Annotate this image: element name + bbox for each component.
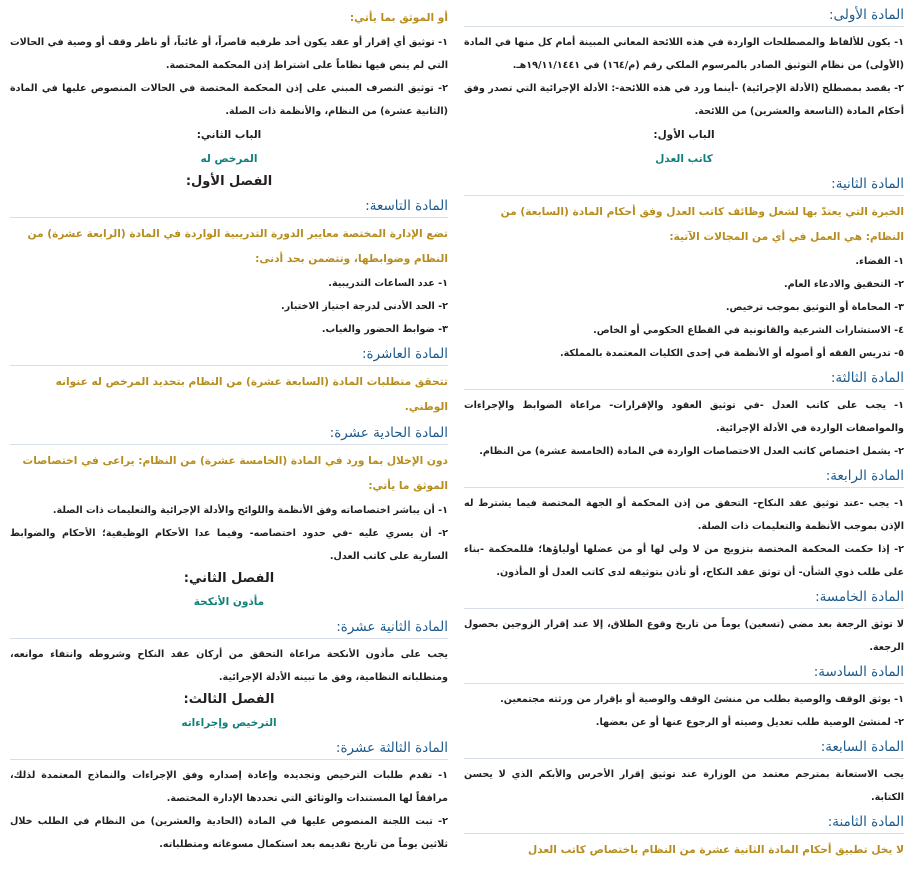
section-1-heading: الفصل الأول: [185,174,273,189]
list-item: ١- يجب -عند توثيق عقد النكاح- التحقق من إذن المحكمة أو الجهة المختصة فيما يشترط له الإذن بموجب الأنظمة والتعليمات ذات الصلة. [464,498,904,532]
list-item: ٢- يشمل اختصاص كاتب العدل الاختصاصات الواردة في المادة (الخامسة عشرة) من النظام. [479,446,904,457]
list-item: ١- يجب على كاتب العدل -في توثيق العقود والإقرارات- مراعاة الضوابط والإجراءات والمواصفات الواردة في الأدلة الإجرائية. [464,400,904,434]
article-7-title: المادة السابعة: [464,738,904,759]
article-2-list [464,250,904,365]
article-6-title: المادة السادسة: [464,663,904,684]
list-item: ٤- الاستشارات الشرعية والقانونية في القطاع الحكومي أو الخاص. [593,325,904,336]
article-12-para: يجب على مأذون الأنكحة مراعاة التحقق من أركان عقد النكاح وشروطه وانتفاء موانعه، ومتطلباته النظامية، وفق ما تبينه الأدلة الإجرائية. [10,649,448,683]
chapter-1-name: كاتب العدل [655,153,713,165]
article-11-lead: دون الإخلال بما ورد في المادة (الخامسة عشرة) من النظام: يراعى في اختصاصات الموثق ما يأتي: [22,455,448,492]
article-1-para-2: ٢- يقصد بمصطلح (الأدلة الإجرائية) -أينما ورد في هذه اللائحة-: الأدلة الإجرائية التي تصدر وفق أحكام المادة (التاسعة والعشرين) من اللائحة. [464,83,904,117]
article-10-lead: تتحقق متطلبات المادة (السابعة عشرة) من النظام بتحديد المرخص له عنوانه الوطني. [55,376,448,413]
list-item: ٣- المحاماة أو التوثيق بموجب ترخيص. [725,302,904,313]
article-11-list [10,499,448,568]
section-3-heading: الفصل الثالث: [183,692,275,707]
continuation-lead: أو الموثق بما يأتي: [349,12,448,24]
list-item: ١- القضاء. [855,256,904,267]
article-1-title: المادة الأولى: [464,6,904,27]
article-5-para: لا توثق الرجعة بعد مضي (تسعين) يوماً من تاريخ وقوع الطلاق، إلا عند إقرار الزوجين بحصول الرجعة. [464,619,904,653]
article-4-title: المادة الرابعة: [464,467,904,488]
list-item: ٢- أن يسري عليه -في حدود اختصاصه- وفيما عدا الأحكام الوظيفية؛ الأحكام والضوابط السارية على كاتب العدل. [10,528,448,562]
left-column [10,6,448,891]
list-item: ٢- لمنشئ الوصية طلب تعديل وصيته أو الرجوع عنها أو عن بعضها. [595,717,904,728]
list-item: ٣- ضوابط الحضور والغياب. [321,324,448,335]
chapter-1-heading: الباب الأول: [653,129,715,141]
chapter-2-name: المرخص له [200,153,258,165]
article-3-title: المادة الثالثة: [464,369,904,390]
article-11-title: المادة الحادية عشرة: [10,424,448,445]
article-10-title: المادة العاشرة: [10,345,448,366]
list-item: ٢- إذا حكمت المحكمة المختصة بتزويج من لا ولي لها أو من عضلها أولياؤها؛ فللمحكمة -بناء على طلب ذوي الشأن- أن توثق عقد النكاح، أو تأذن بتوثيقه لدى كاتب العدل أو المأذون. [464,544,904,578]
article-2-lead: الخبرة التي يعتدّ بها لشغل وظائف كاتب العدل وفق أحكام المادة (السابعة) من النظام: هي العمل في أي من المجالات الآتية: [500,206,904,243]
article-9-title: المادة التاسعة: [10,197,448,218]
article-5-title: المادة الخامسة: [464,588,904,609]
chapter-2-heading: الباب الثاني: [196,129,262,141]
article-1-para-1: ١- يكون للألفاظ والمصطلحات الواردة في هذه اللائحة المعاني المبينة أمام كل منها في المادة (الأولى) من نظام التوثيق الصادر بالمرسوم الملكي رقم (م/١٦٤) في ١٩/١١/١٤٤١هـ. [464,37,904,71]
section-2-heading: الفصل الثاني: [183,571,275,586]
list-item: ١- توثيق أي إقرار أو عقد يكون أحد طرفيه قاصراً، أو غائباً، أو ناظر وقف أو وصية في الحالات التي لم ينص فيها نظاماً على اشتراط إذن المحكمة المختصة. [10,37,448,71]
article-6-list [464,688,904,734]
article-8-title: المادة الثامنة: [464,813,904,834]
right-column [464,6,904,891]
article-2-title: المادة الثانية: [464,175,904,196]
article-13-title: المادة الثالثة عشرة: [10,739,448,760]
article-7-para: يجب الاستعانة بمترجم معتمد من الوزارة عند توثيق إقرار الأخرس والأبكم الذي لا يحسن الكتابة. [464,769,904,803]
article-4-list [464,492,904,584]
list-item: ١- عدد الساعات التدريبية. [328,278,448,289]
article-8-lead: لا يخل تطبيق أحكام المادة الثانية عشرة من النظام باختصاص كاتب العدل [528,844,904,856]
list-item: ١- تقدم طلبات الترخيص وتجديده وإعادة إصداره وفق الإجراءات والنماذج المعتمدة لذلك، مرافقاً لها المستندات والوثائق التي تحددها الإدارة المختصة. [10,770,448,804]
list-item: ٢- توثيق التصرف المبني على إذن المحكمة المختصة في الحالات المنصوص عليها في المادة (الثانية عشرة) من النظام، والأنظمة ذات الصلة. [10,83,448,117]
list-item: ١- يوثق الوقف والوصية بطلب من منشئ الوقف والوصية أو بإقرار من ورثته مجتمعين. [500,694,904,705]
list-item: ١- أن يباشر اختصاصاته وفق الأنظمة واللوائح والأدلة الإجرائية والتعليمات ذات الصلة. [52,505,448,516]
article-9-list [10,272,448,341]
list-item: ٢- تبت اللجنة المنصوص عليها في المادة (الحادية والعشرين) من النظام في الطلب خلال ثلاثين يوماً من تاريخ تقديمه بعد استكمال مسوغاته ومتطلباته. [10,816,448,850]
article-12-title: المادة الثانية عشرة: [10,618,448,639]
list-item: ٢- التحقيق والادعاء العام. [783,279,904,290]
continuation-list [10,31,448,123]
article-9-lead: تضع الإدارة المختصة معايير الدورة التدريبية الواردة في المادة (الرابعة عشرة) من النظام وضوابطها، وتتضمن بحد أدنى: [27,228,448,265]
section-2-name: مأذون الأنكحة [193,596,265,608]
article-13-list [10,764,448,856]
section-3-name: الترخيص وإجراءاته [181,717,277,729]
article-3-list [464,394,904,463]
list-item: ٥- تدريس الفقه أو أصوله أو الأنظمة في إحدى الكليات المعتمدة بالمملكة. [559,348,904,359]
list-item: ٢- الحد الأدنى لدرجة اجتياز الاختبار. [280,301,448,312]
